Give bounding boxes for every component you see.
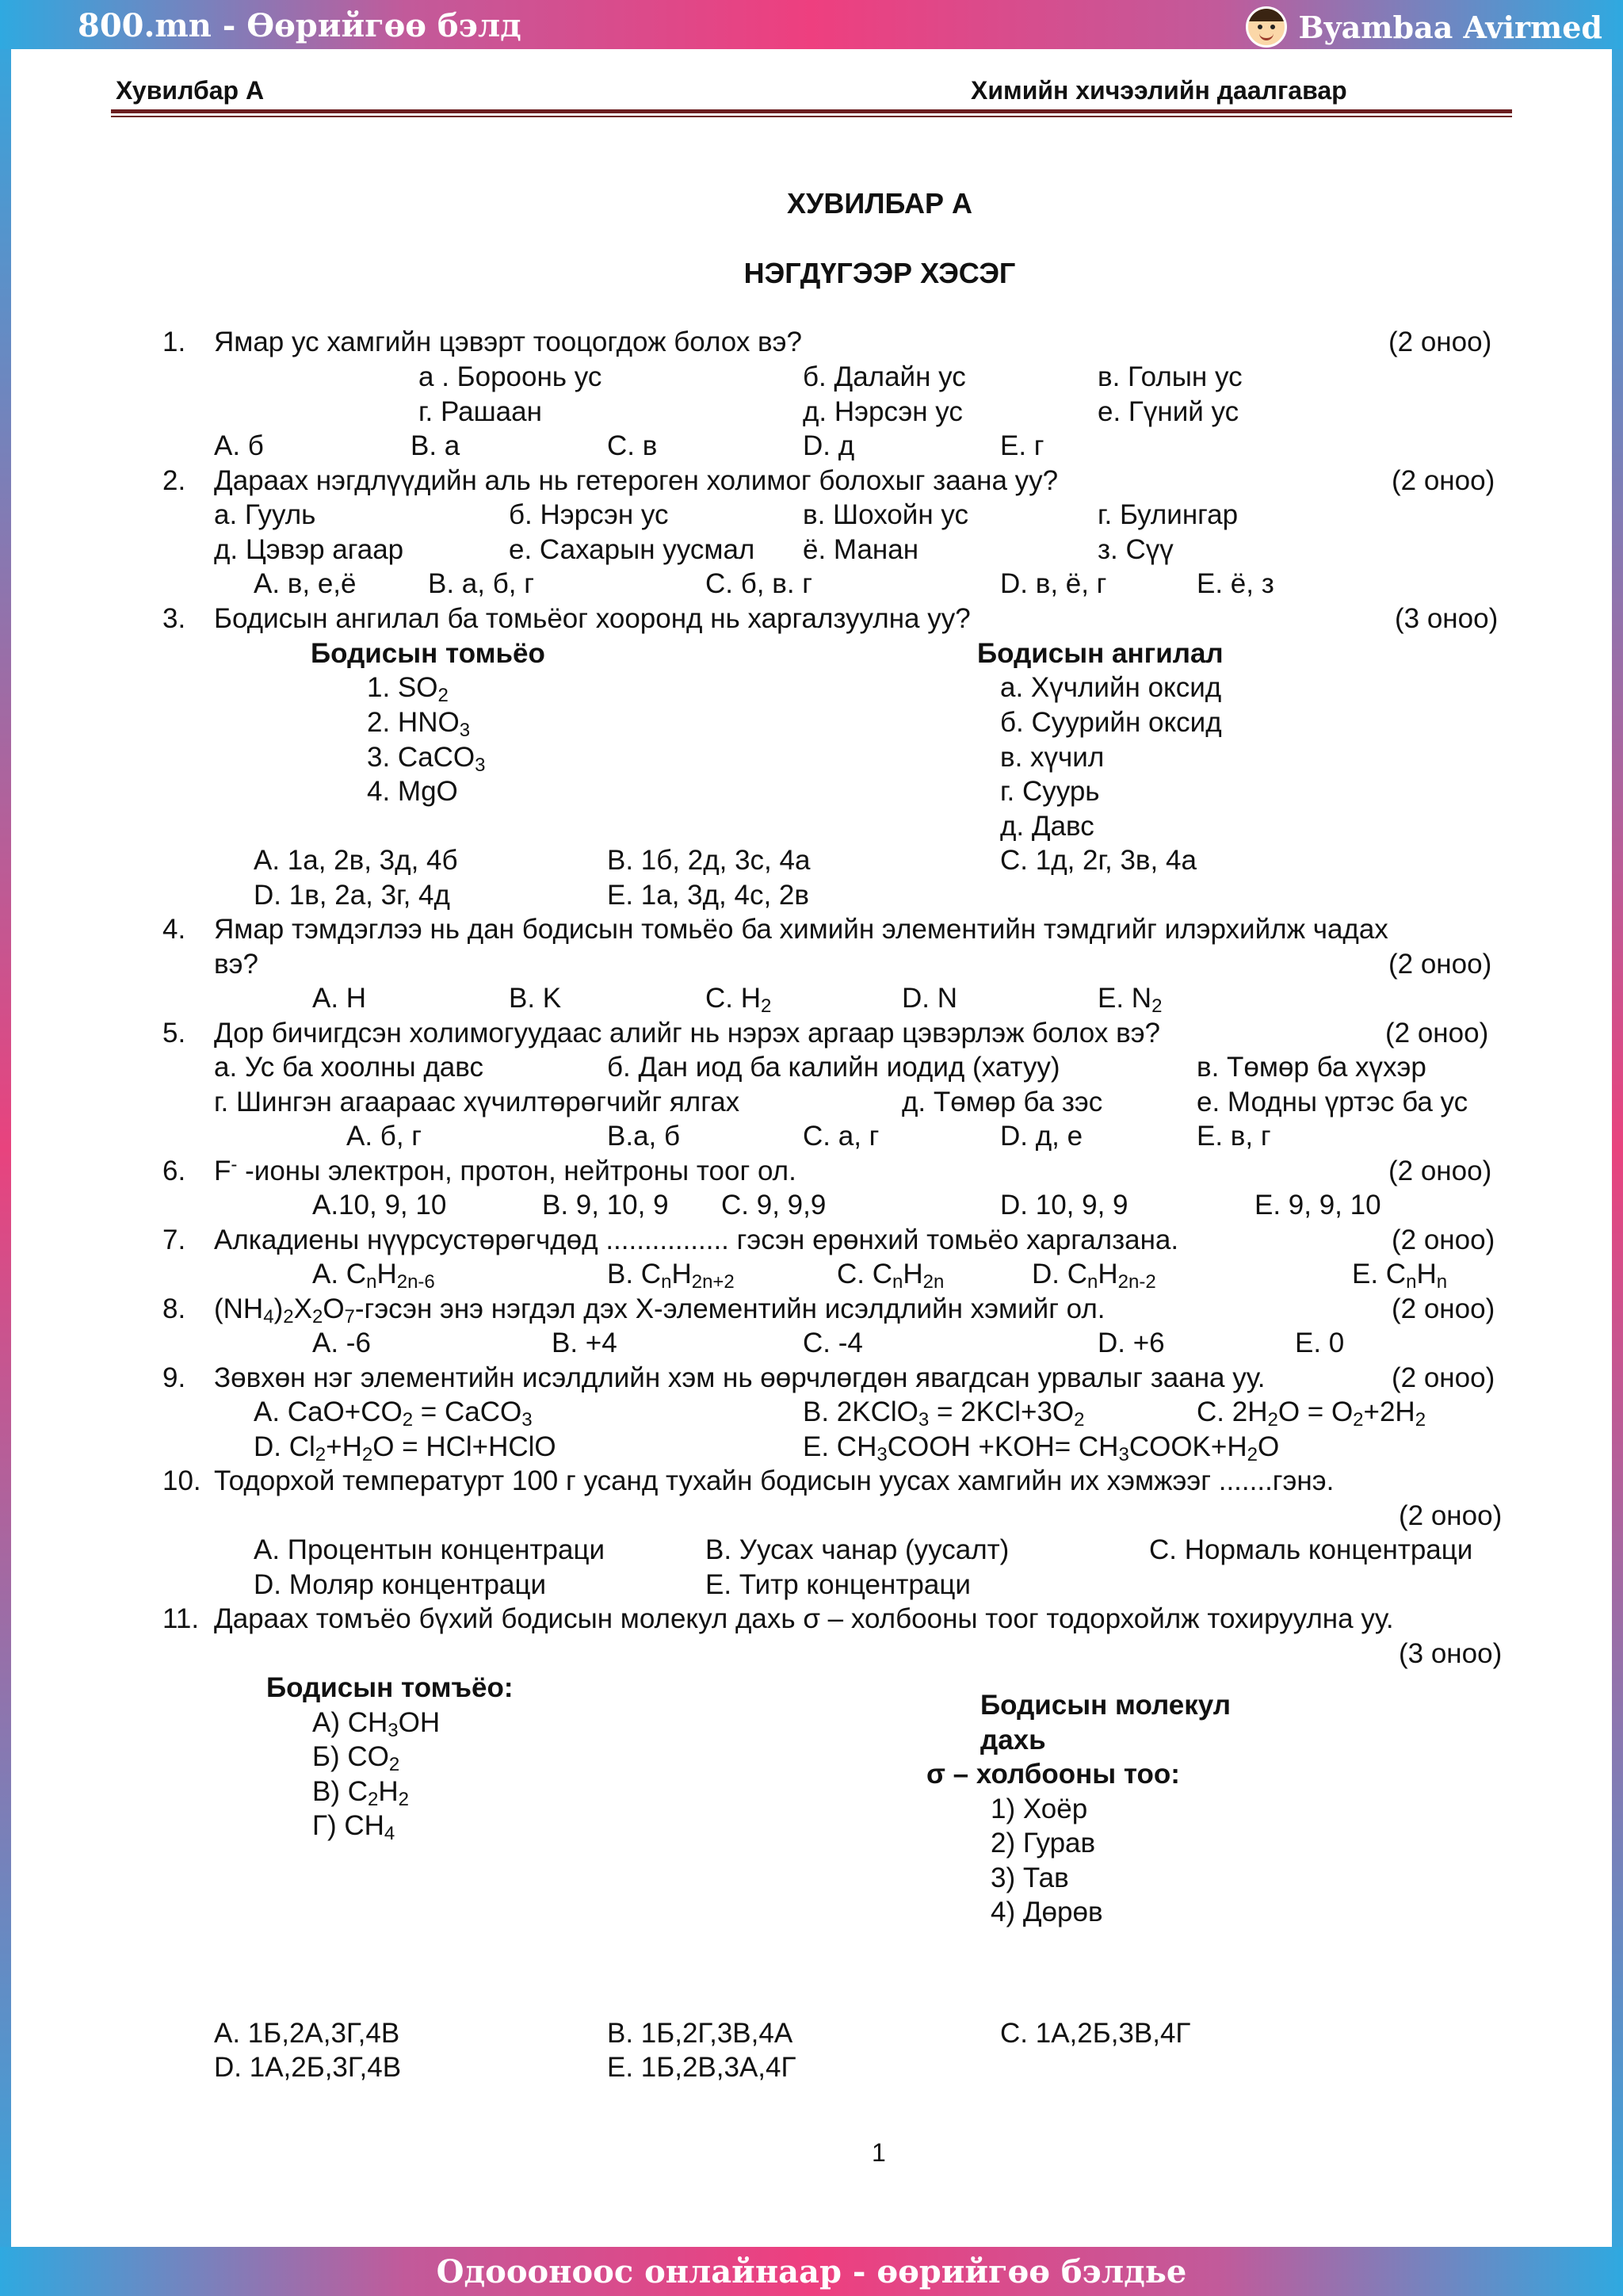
q4-number: 4. — [162, 914, 186, 945]
q2-text: Дараах нэгдлүүдийн аль нь гетероген холимог болохыг заана уу? — [214, 465, 1059, 496]
q8-answer[interactable]: B. +4 — [552, 1328, 617, 1358]
right-frame-stripe — [1612, 0, 1623, 2296]
q2-option: ё. Манан — [803, 534, 919, 565]
page-number: 1 — [872, 2138, 886, 2167]
q2-option: д. Цэвэр агаар — [214, 534, 404, 565]
q8-number: 8. — [162, 1293, 186, 1324]
q2-answer[interactable]: D. в, ё, г — [1000, 568, 1107, 599]
q9-number: 9. — [162, 1362, 186, 1393]
q4-answer[interactable]: D. N — [902, 983, 957, 1014]
q3-right-heading: Бодисын ангилал — [977, 638, 1224, 669]
q4-text: Ямар тэмдэглээ нь дан бодисын томьёо ба химийн элементийн тэмдгийг илэрхийлж чадах — [214, 914, 1388, 945]
q11-text: Дараах томъёо бүхий бодисын молекул дахь σ – холбооны тоог тодорхойлж тохируулна уу. — [214, 1603, 1394, 1634]
q11-left-heading: Бодисын томъёо: — [266, 1672, 514, 1703]
q1-answer[interactable]: D. д — [803, 430, 855, 461]
running-head-left: Хувилбар А — [116, 76, 265, 105]
q7-score: (2 оноо) — [1392, 1224, 1495, 1255]
q6-score: (2 оноо) — [1388, 1156, 1492, 1186]
q11-answer[interactable]: C. 1А,2Б,3В,4Г — [1000, 2018, 1191, 2049]
q10-answer[interactable]: D. Моляр концентраци — [254, 1569, 547, 1600]
q3-answer[interactable]: A. 1а, 2в, 3д, 4б — [254, 845, 458, 876]
q1-option: б. Далайн ус — [803, 361, 966, 392]
q11-right-heading: Бодисын молекул — [980, 1690, 1231, 1721]
q5-number: 5. — [162, 1018, 186, 1049]
q3-score: (3 оноо) — [1395, 603, 1499, 634]
bottom-banner — [0, 2247, 1623, 2296]
q2-answer[interactable]: A. в, е,ё — [254, 568, 357, 599]
q11-bond-count: 4) Дөрөв — [991, 1897, 1103, 1927]
q1-answer[interactable]: C. в — [607, 430, 658, 461]
q11-score: (3 оноо) — [1399, 1638, 1503, 1669]
footer-slogan[interactable]: Одоооноос онлайнаар - өөрийгөө бэлдье — [436, 2253, 1187, 2290]
q7-answer[interactable]: B. $C_nH_{2n+2}$ — [607, 1259, 735, 1293]
q7-text: Алкадиены нүүрсустөрөгчдөд ................ гэсэн ерөнхий томьёо харгалзана. — [214, 1224, 1179, 1255]
q1-answer[interactable]: A. б — [214, 430, 264, 461]
top-banner — [0, 0, 1623, 49]
q4-answer[interactable]: E. $N_2$ — [1098, 983, 1163, 1017]
q9-answer[interactable]: D. $Cl_2+H_2O$ = HCl+HClO — [254, 1431, 556, 1465]
q3-class: б. Суурийн оксид — [1000, 707, 1222, 738]
q3-formula: 4. MgO — [367, 776, 458, 807]
q1-option: в. Голын ус — [1098, 361, 1243, 392]
q1-text: Ямар ус хамгийн цэвэрт тооцогдож болох вэ? — [214, 327, 802, 357]
q11-formula: Г) $CH_4$ — [312, 1810, 395, 1844]
q5-answer[interactable]: A. б, г — [346, 1121, 422, 1152]
q4-answer[interactable]: A. H — [312, 983, 367, 1014]
q3-answer[interactable]: E. 1а, 3д, 4с, 2в — [607, 880, 809, 911]
q1-score: (2 оноо) — [1388, 327, 1492, 357]
q1-option: д. Нэрсэн ус — [803, 396, 963, 427]
q11-answer[interactable]: E. 1Б,2В,3А,4Г — [607, 2052, 796, 2083]
q7-answer[interactable]: C. $C_nH_{2n}$ — [837, 1259, 945, 1293]
avatar-icon — [1246, 6, 1287, 48]
q3-answer[interactable]: C. 1д, 2г, 3в, 4а — [1000, 845, 1197, 876]
q1-option: е. Гүний ус — [1098, 396, 1239, 427]
q11-right-heading: дахь — [980, 1725, 1046, 1755]
q2-option: в. Шохойн ус — [803, 499, 968, 530]
q1-option: г. Рашаан — [418, 396, 542, 427]
q2-number: 2. — [162, 465, 186, 496]
q7-answer[interactable]: E. $C_nH_n$ — [1352, 1259, 1448, 1293]
q3-class: г. Суурь — [1000, 776, 1100, 807]
q2-option: г. Булингар — [1098, 499, 1239, 530]
q5-score: (2 оноо) — [1385, 1018, 1489, 1049]
q1-answer[interactable]: E. г — [1000, 430, 1044, 461]
q3-answer[interactable]: D. 1в, 2а, 3г, 4д — [254, 880, 450, 911]
left-frame-stripe — [0, 0, 11, 2296]
section-title: НЭГДҮГЭЭР ХЭСЭГ — [743, 257, 1016, 289]
q8-answer[interactable]: D. +6 — [1098, 1328, 1165, 1358]
q3-formula: 1. $SO_2$ — [367, 672, 449, 706]
q10-number: 10. — [162, 1465, 201, 1496]
q6-answer[interactable]: C. 9, 9,9 — [721, 1190, 827, 1221]
q2-option: б. Нэрсэн ус — [509, 499, 669, 530]
q3-answer[interactable]: B. 1б, 2д, 3с, 4а — [607, 845, 811, 876]
q9-answer[interactable]: B. 2KClO$_3$ = $2KCl+3O_2$ — [803, 1396, 1085, 1431]
q11-formula: А) $CH_3OH$ — [312, 1707, 441, 1741]
q6-answer[interactable]: A.10, 9, 10 — [312, 1190, 447, 1221]
author-name: Byambaa Avirmed — [1298, 9, 1602, 45]
q5-option: б. Дан иод ба калийн иодид (хатуу) — [607, 1052, 1060, 1083]
q4-answer[interactable]: C. $H_2$ — [705, 983, 772, 1017]
q10-score: (2 оноо) — [1399, 1500, 1503, 1531]
q10-text: Тодорхой температурт 100 г усанд тухайн бодисын уусах хамгийн их хэмжээг .......гэнэ. — [214, 1465, 1335, 1496]
q5-option: д. Төмөр ба зэс — [902, 1087, 1103, 1117]
q11-answer[interactable]: B. 1Б,2Г,3В,4А — [607, 2018, 793, 2049]
q8-text: $(NH_4)_2X_2O_7$-гэсэн энэ нэгдэл дэх X-элементийн исэлдлийн хэмийг ол. — [214, 1293, 1106, 1328]
q11-formula: Б) $CO_2$ — [312, 1741, 400, 1775]
q10-answer[interactable]: E. Титр концентраци — [705, 1569, 971, 1600]
q1-answer[interactable]: B. а — [411, 430, 460, 461]
q9-score: (2 оноо) — [1392, 1362, 1495, 1393]
q8-answer[interactable]: C. -4 — [803, 1328, 863, 1358]
q5-text: Дор бичигдсэн холимогуудаас алийг нь нэрэх аргаар цэвэрлэж болох вэ? — [214, 1018, 1161, 1049]
q6-answer[interactable]: E. 9, 9, 10 — [1254, 1190, 1381, 1221]
q5-answer[interactable]: D. д, е — [1000, 1121, 1083, 1152]
q7-number: 7. — [162, 1224, 186, 1255]
q11-number: 11. — [162, 1603, 200, 1634]
q8-answer[interactable]: A. -6 — [312, 1328, 371, 1358]
q3-class: д. Давс — [1000, 811, 1094, 842]
q3-left-heading: Бодисын томьёо — [311, 638, 545, 669]
q6-text: F- -ионы электрон, протон, нейтроны тоог ол. — [214, 1154, 796, 1186]
q3-text: Бодисын ангилал ба томьёог хооронд нь харгалзуулна уу? — [214, 603, 971, 634]
q9-text: Зөвхөн нэг элементийн исэлдлийн хэм нь өөрчлөгдөн явагдсан урвалыг заана уу. — [214, 1362, 1266, 1393]
q2-answer[interactable]: C. б, в. г — [705, 568, 813, 599]
q9-answer[interactable]: A. $CaO+CO_2$ = CaCO$_3$ — [254, 1396, 533, 1431]
q6-answer[interactable]: B. 9, 10, 9 — [542, 1190, 669, 1221]
q9-answer[interactable]: C. $2H_2O = O_2+2H_2$ — [1197, 1396, 1426, 1431]
running-head-right: Химийн хичээлийн даалгавар — [971, 76, 1347, 105]
header-rule — [111, 109, 1512, 113]
q3-formula: 3. CaCO$_3$ — [367, 742, 486, 776]
q7-answer[interactable]: D. $C_nH_{2n-2}$ — [1032, 1259, 1156, 1293]
q5-answer[interactable]: E. в, г — [1197, 1121, 1271, 1152]
q11-right-heading: σ – холбооны тоо: — [926, 1759, 1180, 1790]
q11-bond-count: 1) Хоёр — [991, 1794, 1088, 1824]
q10-answer[interactable]: C. Нормаль концентраци — [1149, 1534, 1473, 1565]
q5-option: а. Ус ба хоолны давс — [214, 1052, 483, 1083]
q5-answer[interactable]: C. а, г — [803, 1121, 880, 1152]
q11-bond-count: 3) Тав — [991, 1862, 1069, 1893]
q2-answer[interactable]: B. а, б, г — [428, 568, 534, 599]
variant-title: ХУВИЛБАР А — [786, 187, 973, 220]
q8-score: (2 оноо) — [1392, 1293, 1495, 1324]
q5-answer[interactable]: B.а, б — [607, 1121, 681, 1152]
q2-answer[interactable]: E. ё, з — [1197, 568, 1274, 599]
q1-option: а . Бороонь ус — [418, 361, 602, 392]
q11-formula: В) $C_2H_2$ — [312, 1776, 409, 1810]
q11-bond-count: 2) Гурав — [991, 1828, 1096, 1859]
q5-option: в. Төмөр ба хүхэр — [1197, 1052, 1426, 1083]
q5-option: г. Шингэн агаараас хүчилтөрөгчийг ялгах — [214, 1087, 740, 1117]
author-badge[interactable] — [1246, 6, 1602, 48]
q6-number: 6. — [162, 1156, 186, 1186]
q4-answer[interactable]: B. K — [509, 983, 562, 1014]
q10-answer[interactable]: A. Процентын концентраци — [254, 1534, 605, 1565]
q9-answer[interactable]: E. $CH_3COOH +KOH=$ $CH_3COOK+H_2O$ — [803, 1431, 1280, 1465]
q2-score: (2 оноо) — [1392, 465, 1495, 496]
brand-link[interactable]: 800.mn - Өөрийгөө бэлд — [78, 7, 521, 44]
q3-number: 3. — [162, 603, 186, 634]
q3-class: а. Хүчлийн оксид — [1000, 672, 1222, 703]
q11-answer[interactable]: A. 1Б,2А,3Г,4В — [214, 2018, 400, 2049]
q8-answer[interactable]: E. 0 — [1295, 1328, 1345, 1358]
q4-score: (2 оноо) — [1388, 949, 1492, 980]
q6-answer[interactable]: D. 10, 9, 9 — [1000, 1190, 1128, 1221]
q2-option: а. Гууль — [214, 499, 316, 530]
q3-formula: 2. $HNO_3$ — [367, 707, 471, 741]
q10-answer[interactable]: B. Уусах чанар (уусалт) — [705, 1534, 1010, 1565]
q2-option: е. Сахарын уусмал — [509, 534, 755, 565]
q11-answer[interactable]: D. 1А,2Б,3Г,4В — [214, 2052, 402, 2083]
q1-number: 1. — [162, 327, 186, 357]
header-rule-thin — [111, 116, 1512, 117]
q3-class: в. хүчил — [1000, 742, 1105, 773]
q7-answer[interactable]: A. $C_nH_{2n-6}$ — [312, 1259, 435, 1293]
q2-option: з. Сүү — [1098, 534, 1174, 565]
q5-option: е. Модны үртэс ба ус — [1197, 1087, 1468, 1117]
q4-text-cont: вэ? — [214, 949, 258, 980]
